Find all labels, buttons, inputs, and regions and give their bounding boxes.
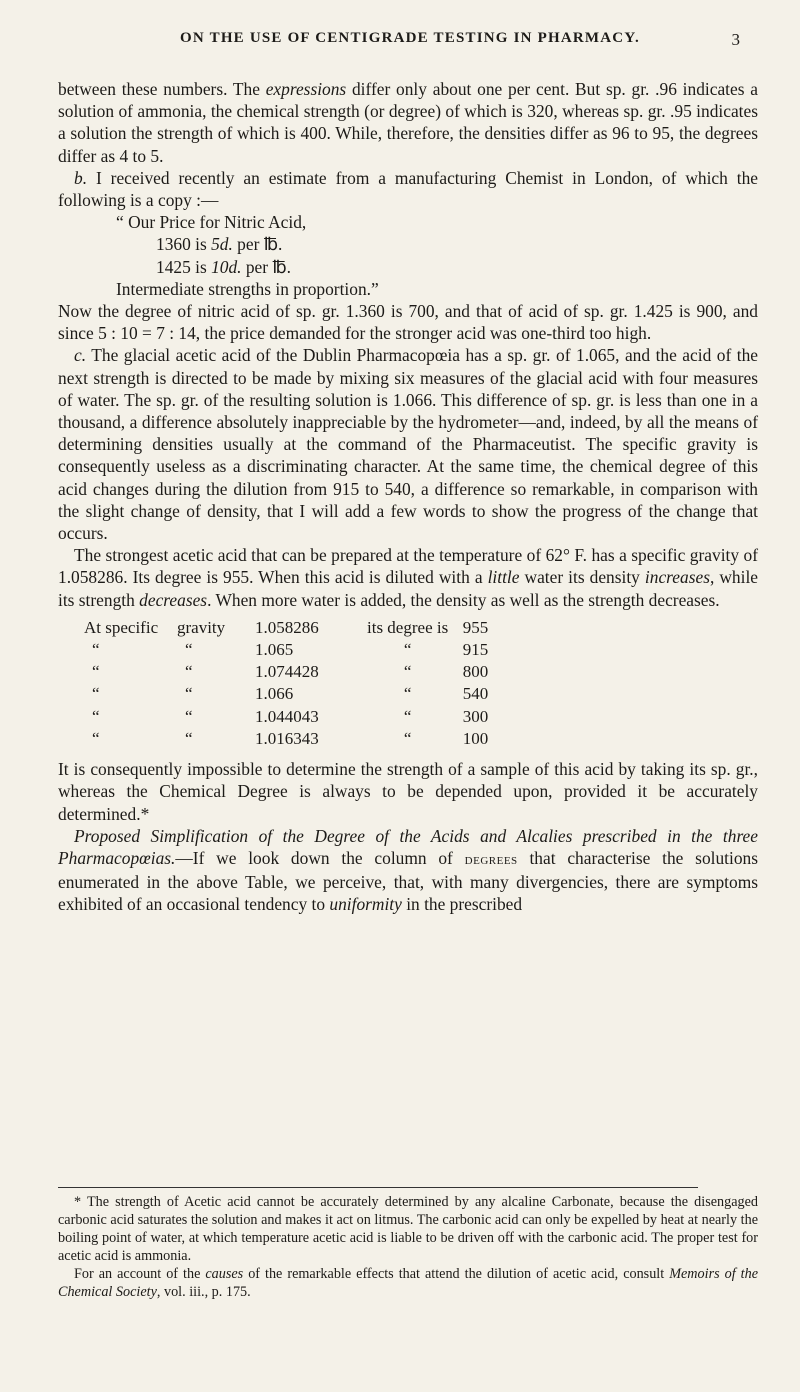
table-cell: “ — [92, 662, 100, 682]
text-span: water its density — [519, 567, 645, 588]
table-cell: 300 — [462, 706, 489, 726]
table-cell: “ — [185, 662, 193, 682]
emphasis: increases — [644, 567, 710, 588]
price-quote — [116, 211, 758, 300]
emphasis: causes — [205, 1266, 244, 1282]
emphasis: expressions — [265, 79, 347, 99]
paragraph-6: It is consequently impossible to determine the strength of a sample of this acid by taking its sp. gr., whereas the Chemical Degree is always to be depended upon, provided it be accurately determined.* — [58, 759, 758, 824]
running-title: ON THE USE OF CENTIGRADE TESTING IN PHARMACY. — [180, 30, 640, 46]
text-span: in the prescribed — [401, 894, 523, 915]
small-caps: degrees — [464, 851, 518, 868]
table-cell: “ — [403, 662, 412, 682]
footnote-1: * The strength of Acetic acid cannot be accurately determined by any alcaline Carbonate, because the disengaged carbonic acid saturates the solution and makes it act on litmus. The carbonic acid can only be expelled by heat at nearly the boiling point of water, at which temperature acetic acid is liable to be driven off with the carbonic acid. The proper test for acetic acid is ammonia. — [58, 1194, 758, 1264]
paragraph-1 — [58, 78, 758, 167]
paragraph-7 — [58, 825, 758, 916]
text-span: , while its strength — [58, 567, 758, 610]
table-cell: gravity — [177, 617, 226, 637]
table-cell: 1.074428 — [255, 662, 319, 682]
table-cell: 1.066 — [255, 684, 294, 704]
paragraph-3: Now the degree of nitric acid of sp. gr. 1.360 is 700, and that of acid of sp. gr. 1.425 is 900, and since 5 : 10 = 7 : 14, the price demanded for the stronger acid was one-third too high. — [58, 301, 758, 344]
emphasis: decreases — [139, 589, 208, 610]
text-span: of the remarkable effects that attend the dilution of acetic acid, consult — [243, 1266, 670, 1282]
emphasis: little — [487, 567, 520, 588]
emphasis: 10d. — [211, 256, 242, 277]
text-span: , vol. iii., p. 175. — [156, 1284, 251, 1300]
citation-title: Memoirs of the Chemical Society — [58, 1266, 758, 1300]
text-span: . When more water is added, the density as well as the strength decreases. — [207, 589, 720, 610]
section-heading: Proposed Simplification of the Degree of the Acids and Alcalies prescribed in the three Pharmacopœias. — [58, 825, 758, 868]
text-span: per ℔. — [232, 234, 283, 255]
table-row — [84, 728, 488, 750]
text-span: per ℔. — [241, 256, 291, 277]
table-cell: “ — [185, 684, 193, 704]
footnote-rule — [58, 1187, 698, 1188]
table-row — [84, 617, 488, 639]
table-cell: “ — [185, 640, 193, 660]
table-cell: 915 — [462, 640, 489, 660]
quote-line: Intermediate strengths in proportion.” — [116, 278, 379, 299]
text-span: I received recently an estimate from a manufacturing Chemist in London, of which the following is a copy :— — [58, 167, 758, 211]
table-cell: 800 — [462, 662, 489, 682]
body-text — [58, 78, 758, 916]
text-span: The glacial acetic acid of the Dublin Pharmacopœia has a sp. gr. of 1.065, and the acid of the next strength is directed to be made by mixing six measures of the glacial acid with four measures of water. The sp. gr. of the resulting solution is 1.066. This difference of sp. gr. is less than one in a thousand, a difference absolutely inappreciable by the hydrometer—and, indeed, by all the means of determining densities usually at the command of the Pharmaceutist. The specific gravity is consequently useless as a discriminating character. At the same time, the chemical degree of this acid changes during the dilution from 915 to 540, a difference so remarkable, in comparison with the slight change of density, that I will add a few words to show the progress of the change that occurs. — [58, 345, 758, 544]
table-cell: its degree is — [367, 617, 449, 637]
quote-line: “ Our Price for Nitric Acid, — [116, 212, 307, 233]
table-row — [84, 683, 488, 705]
table-cell: 1.065 — [255, 640, 294, 660]
table-cell: “ — [185, 728, 193, 748]
text-span: —If we look down the column of — [175, 847, 465, 868]
text-span: For an account of the — [74, 1266, 206, 1282]
item-label: b. — [74, 167, 88, 188]
text-span: 1425 is — [156, 256, 212, 277]
table-cell: 1.058286 — [255, 617, 319, 637]
paragraph-b — [58, 167, 758, 211]
footnote-2 — [58, 1265, 758, 1301]
text-span: between these numbers. The — [58, 79, 266, 99]
table-cell: “ — [403, 706, 412, 726]
table-cell: 1.016343 — [255, 728, 319, 748]
page-number: 3 — [731, 30, 740, 49]
table-row — [84, 639, 488, 661]
table-cell: “ — [403, 684, 412, 704]
paragraph-c — [58, 344, 758, 544]
text-span: differ only about one per cent. But sp. gr. .96 indicates a solution of ammonia, the chemical strength (or degree) of which is 320, whereas sp. gr. .95 indicates a solution the strength of which is 400. While, therefore, the densities differ as 96 to 95, the degrees differ as 4 to 5. — [58, 79, 758, 166]
table-cell: “ — [92, 706, 100, 726]
table-cell: “ — [92, 684, 100, 704]
table-cell: “ — [92, 728, 100, 748]
quote-line — [116, 256, 758, 278]
text-span: 1360 is — [156, 234, 212, 255]
item-label: c. — [74, 345, 87, 366]
table-row — [84, 706, 488, 728]
gravity-degree-table — [84, 617, 488, 750]
table-cell: “ — [403, 640, 412, 660]
table-cell: “ — [185, 706, 193, 726]
emphasis: uniformity — [329, 894, 402, 915]
emphasis: 5d. — [211, 234, 233, 255]
table-cell: 540 — [462, 684, 489, 704]
table-cell: 100 — [462, 728, 489, 748]
footnotes — [58, 1193, 758, 1301]
table-row — [84, 661, 488, 683]
text-span: The strongest acetic acid that can be prepared at the temperature of 62° F. has a specific gravity of 1.058286. Its degree is 955. When this acid is diluted with a — [58, 545, 758, 588]
quote-line — [116, 233, 758, 255]
table-cell: “ — [92, 640, 100, 660]
text-span: that characterise the solutions enumerated in the above Table, we perceive, that, with many divergencies, there are symptoms exhibited of an occasional tendency to — [58, 847, 758, 915]
table-cell: 1.044043 — [255, 706, 319, 726]
table-cell: At specific — [84, 617, 159, 637]
paragraph-5 — [58, 544, 758, 611]
table-cell: 955 — [462, 617, 489, 637]
table-cell: “ — [403, 728, 412, 748]
